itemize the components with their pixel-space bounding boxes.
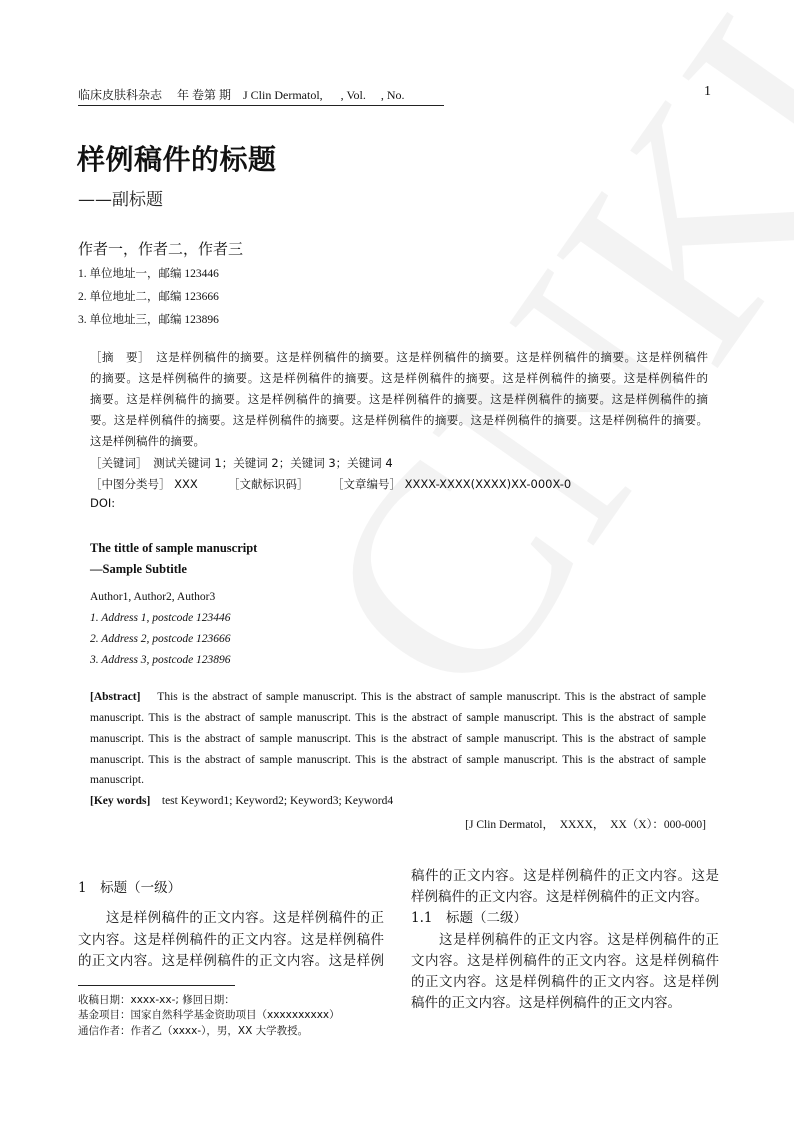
english-abstract-line: manuscript. This is the abstract of sample manuscript. This is the abstract of sample manuscript. This is the abstract of sample bbox=[90, 712, 706, 724]
affiliation: 1. 单位地址一，邮编 123446 bbox=[78, 268, 219, 280]
english-address: 2. Address 2, postcode 123666 bbox=[90, 633, 231, 645]
footnote: 收稿日期：xxxx-xx-; 修回日期： bbox=[78, 994, 235, 1006]
abstract-cn-line: 的摘要。这是样例稿件的摘要。这是样例稿件的摘要。这是样例稿件的摘要。这是样例稿件的摘要。这是样例稿件的 bbox=[90, 371, 708, 385]
section-heading-1: 1 标题（一级） bbox=[78, 880, 182, 896]
english-abstract-line bbox=[90, 691, 706, 703]
body-line: 的正文内容。这是样例稿件的正文内容。这是样例 bbox=[78, 953, 384, 969]
paper-subtitle: ——副标题 bbox=[78, 190, 163, 210]
doi: DOI: bbox=[90, 496, 116, 510]
english-abstract-line: manuscript. This is the abstract of sample manuscript. This is the abstract of sample manuscript. This is the abstract of sample bbox=[90, 733, 706, 745]
body-line: 文内容。这是样例稿件的正文内容。这是样例稿件 bbox=[411, 953, 719, 969]
article-number: ［文章编号］ XXXX-XXXX(XXXX)XX-000X-0 bbox=[332, 477, 572, 491]
abstract-cn-line: ［摘 要］ 这是样例稿件的摘要。这是样例稿件的摘要。这是样例稿件的摘要。这是样例稿件的摘要。这是样例稿件 bbox=[90, 350, 708, 364]
clc-number: ［中图分类号］ XXX bbox=[90, 477, 198, 491]
body-line: 稿件的正文内容。这是样例稿件的正文内容。这是 bbox=[411, 868, 719, 884]
english-title: The tittle of sample manuscript bbox=[90, 541, 258, 555]
footnote-divider bbox=[78, 985, 235, 986]
body-line: 文内容。这是样例稿件的正文内容。这是样例稿件 bbox=[78, 932, 384, 948]
paper-title: 样例稿件的标题 bbox=[77, 143, 277, 176]
abstract-text: This is the abstract of sample manuscript. This is the abstract of sample manuscript. This is the abstract of sample bbox=[157, 691, 707, 703]
keywords-text: test Keyword1; Keyword2; Keyword3; Keyword4 bbox=[161, 795, 394, 807]
english-authors: Author1, Author2, Author3 bbox=[90, 591, 216, 603]
english-abstract-line: manuscript. This is the abstract of sample manuscript. This is the abstract of sample manuscript. This is the abstract of sample bbox=[90, 754, 706, 766]
english-subtitle: —Sample Subtitle bbox=[90, 562, 187, 576]
keywords-label: [Key words] bbox=[90, 795, 151, 807]
author-list: 作者一，作者二，作者三 bbox=[78, 240, 244, 258]
journal-header-text: 临床皮肤科杂志 年 卷第 期 J Clin Dermatol, , Vol. , No. bbox=[78, 88, 405, 102]
abstract-label: [Abstract] bbox=[90, 691, 141, 703]
citation: [J Clin Dermatol， XXXX， XX（X）：000-000] bbox=[465, 819, 706, 831]
footnote: 基金项目：国家自然科学基金资助项目（xxxxxxxxxx） bbox=[78, 1009, 340, 1021]
affiliation: 2. 单位地址二，邮编 123666 bbox=[78, 291, 219, 303]
abstract-cn-line: 要。这是样例稿件的摘要。这是样例稿件的摘要。这是样例稿件的摘要。这是样例稿件的摘要。这是样例稿件的摘要。 bbox=[90, 413, 708, 427]
abstract-cn-line: 这是样例稿件的摘要。 bbox=[90, 434, 205, 448]
body-line: 的正文内容。这是样例稿件的正文内容。这是样例 bbox=[411, 974, 719, 990]
body-line: 稿件的正文内容。这是样例稿件的正文内容。 bbox=[411, 995, 681, 1011]
body-line: 这是样例稿件的正文内容。这是样例稿件的正 bbox=[411, 932, 719, 948]
section-heading-2: 1.1 标题（二级） bbox=[411, 910, 527, 926]
english-abstract-line: manuscript. bbox=[90, 774, 144, 786]
body-line: 这是样例稿件的正文内容。这是样例稿件的正 bbox=[78, 910, 384, 926]
english-address: 3. Address 3, postcode 123896 bbox=[90, 654, 231, 666]
keywords-cn: ［关键词］ 测试关键词 1；关键词 2；关键词 3；关键词 4 bbox=[90, 456, 393, 470]
running-header bbox=[78, 86, 444, 106]
affiliation: 3. 单位地址三，邮编 123896 bbox=[78, 314, 219, 326]
abstract-cn-line: 摘要。这是样例稿件的摘要。这是样例稿件的摘要。这是样例稿件的摘要。这是样例稿件的摘要。这是样例稿件的摘 bbox=[90, 392, 708, 406]
body-line: 样例稿件的正文内容。这是样例稿件的正文内容。 bbox=[411, 889, 708, 905]
page-number: 1 bbox=[704, 84, 711, 99]
document-code: ［文献标识码］ bbox=[228, 477, 309, 491]
english-keywords bbox=[90, 795, 706, 807]
english-address: 1. Address 1, postcode 123446 bbox=[90, 612, 231, 624]
footnote: 通信作者：作者乙（xxxx-），男，XX 大学教授。 bbox=[78, 1025, 309, 1037]
